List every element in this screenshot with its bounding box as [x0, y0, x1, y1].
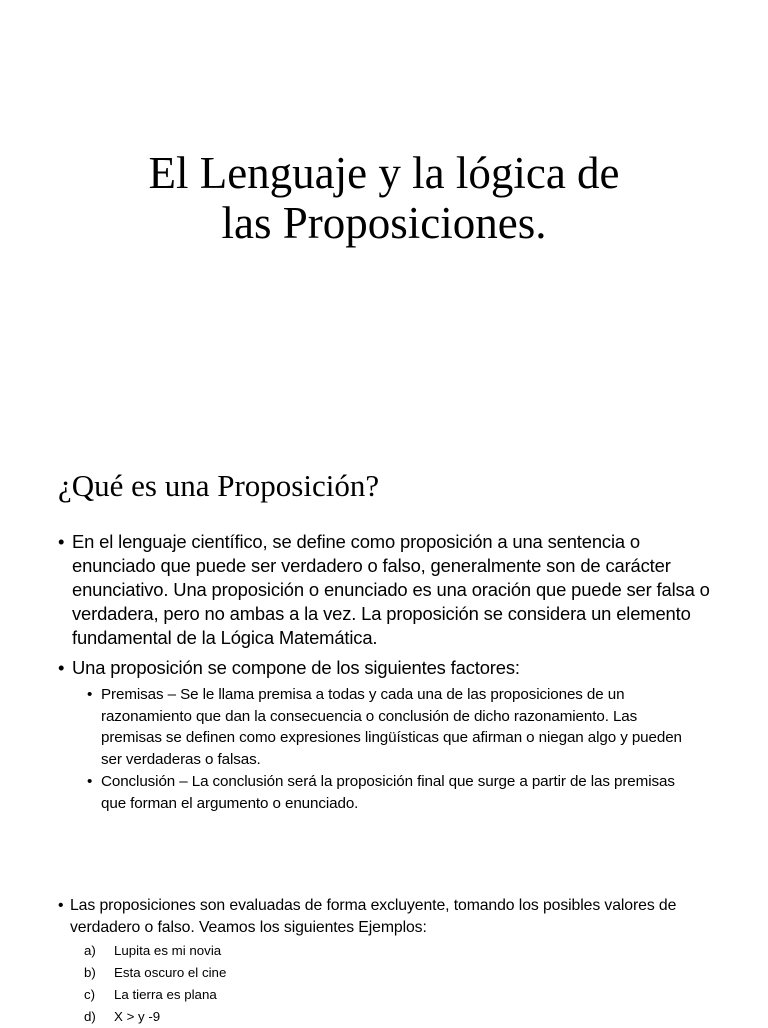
bullet-marker: •	[87, 686, 93, 703]
bullet-text: En el lenguaje científico, se define como proposición a una sentencia o enunciado que puede ser verdadero o falso, generalmente son de carácter enunciativo. Una proposición o enunciado es una oración que puede ser falsa o verdadera, pero no ambas a la vez. La proposición se considera un elemento fundamental de la Lógica Matemática.	[72, 531, 710, 648]
bullet-text: Una proposición se compone de los siguientes factores:	[72, 657, 520, 678]
examples-slide	[0, 864, 768, 1024]
list-item	[84, 940, 226, 962]
list-item-text: Esta oscuro el cine	[114, 965, 227, 980]
slide-title-line-1: El Lenguaje y la lógica de	[148, 148, 620, 198]
slide-title	[0, 148, 768, 248]
bullet-factors	[58, 656, 718, 680]
sub-bullet-text: Premisas – Se le llama premisa a todas y cada una de las proposiciones de un razonamiento que dan la consecuencia o conclusión de dicho razonamiento. Las premisas se definen como expresiones lingüísticas que afirman o niegan algo y pueden ser verdaderas o falsas.	[101, 686, 682, 768]
list-marker: d)	[84, 1009, 96, 1024]
list-item	[84, 1006, 226, 1028]
sub-bullet-premisas	[87, 684, 701, 770]
slide-heading: ¿Qué es una Proposición?	[58, 468, 380, 503]
bullet-text: Las proposiciones son evaluadas de forma excluyente, tomando los posibles valores de verdadero o falso. Veamos los siguientes Ejemplos:	[70, 897, 677, 936]
sub-bullet-text: Conclusión – La conclusión será la proposición final que surge a partir de las premisas que forman el argumento o enunciado.	[101, 773, 675, 812]
list-marker: a)	[84, 943, 96, 958]
bullet-marker: •	[58, 657, 65, 678]
slide-title-line-2: las Proposiciones.	[221, 198, 547, 248]
bullet-definition	[58, 530, 718, 650]
title-slide	[0, 0, 768, 432]
examples-list	[84, 940, 226, 1028]
proposition-definition-slide	[0, 432, 768, 864]
sub-bullet-conclusion	[87, 771, 701, 814]
list-item-text: La tierra es plana	[114, 987, 217, 1002]
list-item	[84, 984, 226, 1006]
list-item-text: X > y -9	[114, 1009, 161, 1024]
bullet-marker: •	[58, 531, 65, 552]
list-marker: b)	[84, 965, 96, 980]
list-item	[84, 962, 226, 984]
bullet-marker: •	[87, 773, 93, 790]
bullet-marker: •	[58, 897, 64, 914]
bullet-evaluation	[58, 895, 700, 938]
list-item-text: Lupita es mi novia	[114, 943, 222, 958]
list-marker: c)	[84, 987, 96, 1002]
